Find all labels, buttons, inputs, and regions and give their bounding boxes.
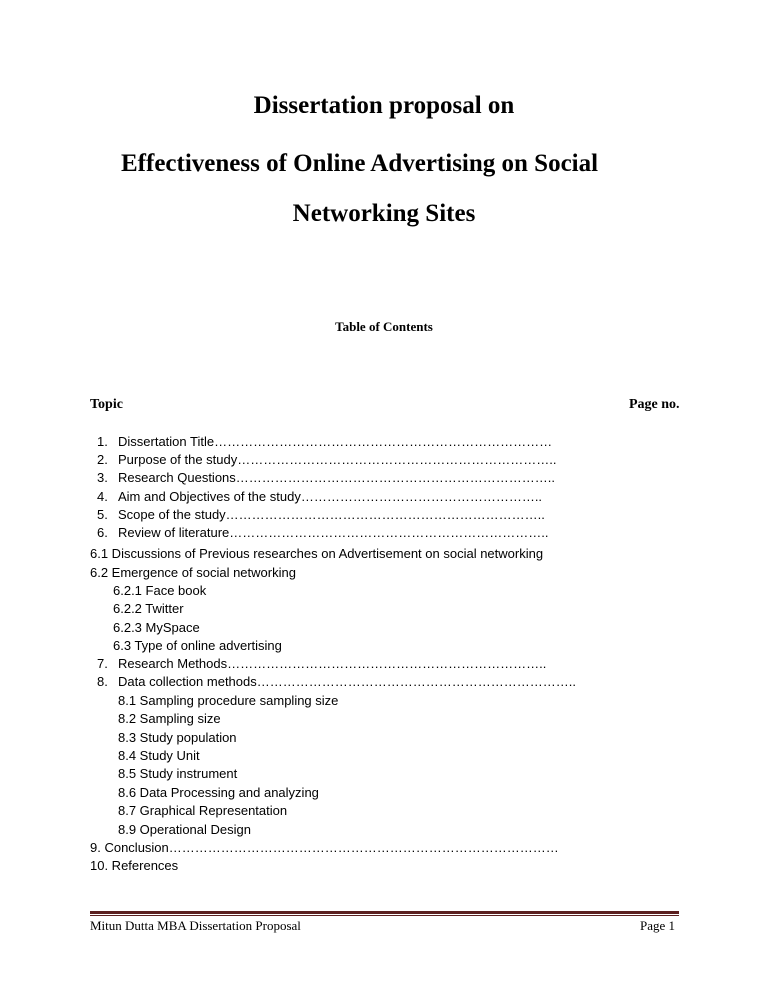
toc-item-text: 6.2 Emergence of social networking [90, 565, 296, 580]
toc-item-text: 8.1 Sampling procedure sampling size [118, 693, 339, 708]
toc-item-text: 9. Conclusion……………………………………………………………………………… [90, 840, 559, 855]
toc-item-number: 5. [97, 507, 108, 522]
toc-item-text: Review of literature……………………………………………………………….. [118, 525, 549, 540]
toc-item-text: Research Methods……………………………………………………………….. [118, 656, 547, 671]
toc-item-text: Dissertation Title…………………………………………………………………… [118, 434, 553, 449]
title-line-2: Effectiveness of Online Advertising on Social [121, 150, 599, 177]
footer-divider-thick [90, 911, 679, 914]
toc-item-number: 2. [97, 452, 108, 467]
column-page-header: Page no. [629, 397, 680, 412]
toc-item-number: 4. [97, 489, 108, 504]
toc-item-text: 6.2.2 Twitter [113, 601, 184, 616]
toc-item-number: 1. [97, 434, 108, 449]
toc-item-number: 8. [97, 674, 108, 689]
title-line-3: Networking Sites [292, 200, 476, 227]
toc-item-text: 8.9 Operational Design [118, 822, 251, 837]
toc-item-text: Purpose of the study……………………………………………………………….. [118, 452, 557, 467]
toc-item-text: 6.3 Type of online advertising [113, 638, 282, 653]
toc-item-text: 8.2 Sampling size [118, 711, 221, 726]
toc-item-text: 8.4 Study Unit [118, 748, 200, 763]
toc-item-text: 8.6 Data Processing and analyzing [118, 785, 319, 800]
toc-item-text: 8.5 Study instrument [118, 766, 238, 781]
toc-item-text: 8.3 Study population [118, 730, 237, 745]
toc-item-text: 6.2.3 MySpace [113, 620, 200, 635]
toc-item-text: Research Questions……………………………………………………………….. [118, 470, 556, 485]
toc-item-text: Aim and Objectives of the study……………………………………………….. [118, 489, 543, 504]
footer-page-number: Page 1 [640, 918, 676, 933]
column-topic-header: Topic [90, 397, 123, 412]
toc-item-text: Data collection methods……………………………………………………………….. [118, 674, 576, 689]
toc-item-text: 8.7 Graphical Representation [118, 803, 288, 818]
title-line-1: Dissertation proposal on [253, 92, 515, 119]
toc-item-text: 10. References [90, 858, 179, 873]
toc-heading: Table of Contents [335, 319, 433, 334]
toc-item-number: 7. [97, 656, 108, 671]
toc-item-text: Scope of the study……………………………………………………………….. [118, 507, 545, 522]
toc-item-number: 3. [97, 470, 108, 485]
toc-item-text: 6.1 Discussions of Previous researches on Advertisement on social networking [90, 546, 544, 561]
footer-divider-thin [90, 915, 679, 916]
toc-item-text: 6.2.1 Face book [113, 583, 207, 598]
footer-document-label: Mitun Dutta MBA Dissertation Proposal [90, 918, 301, 933]
toc-item-number: 6. [97, 525, 108, 540]
